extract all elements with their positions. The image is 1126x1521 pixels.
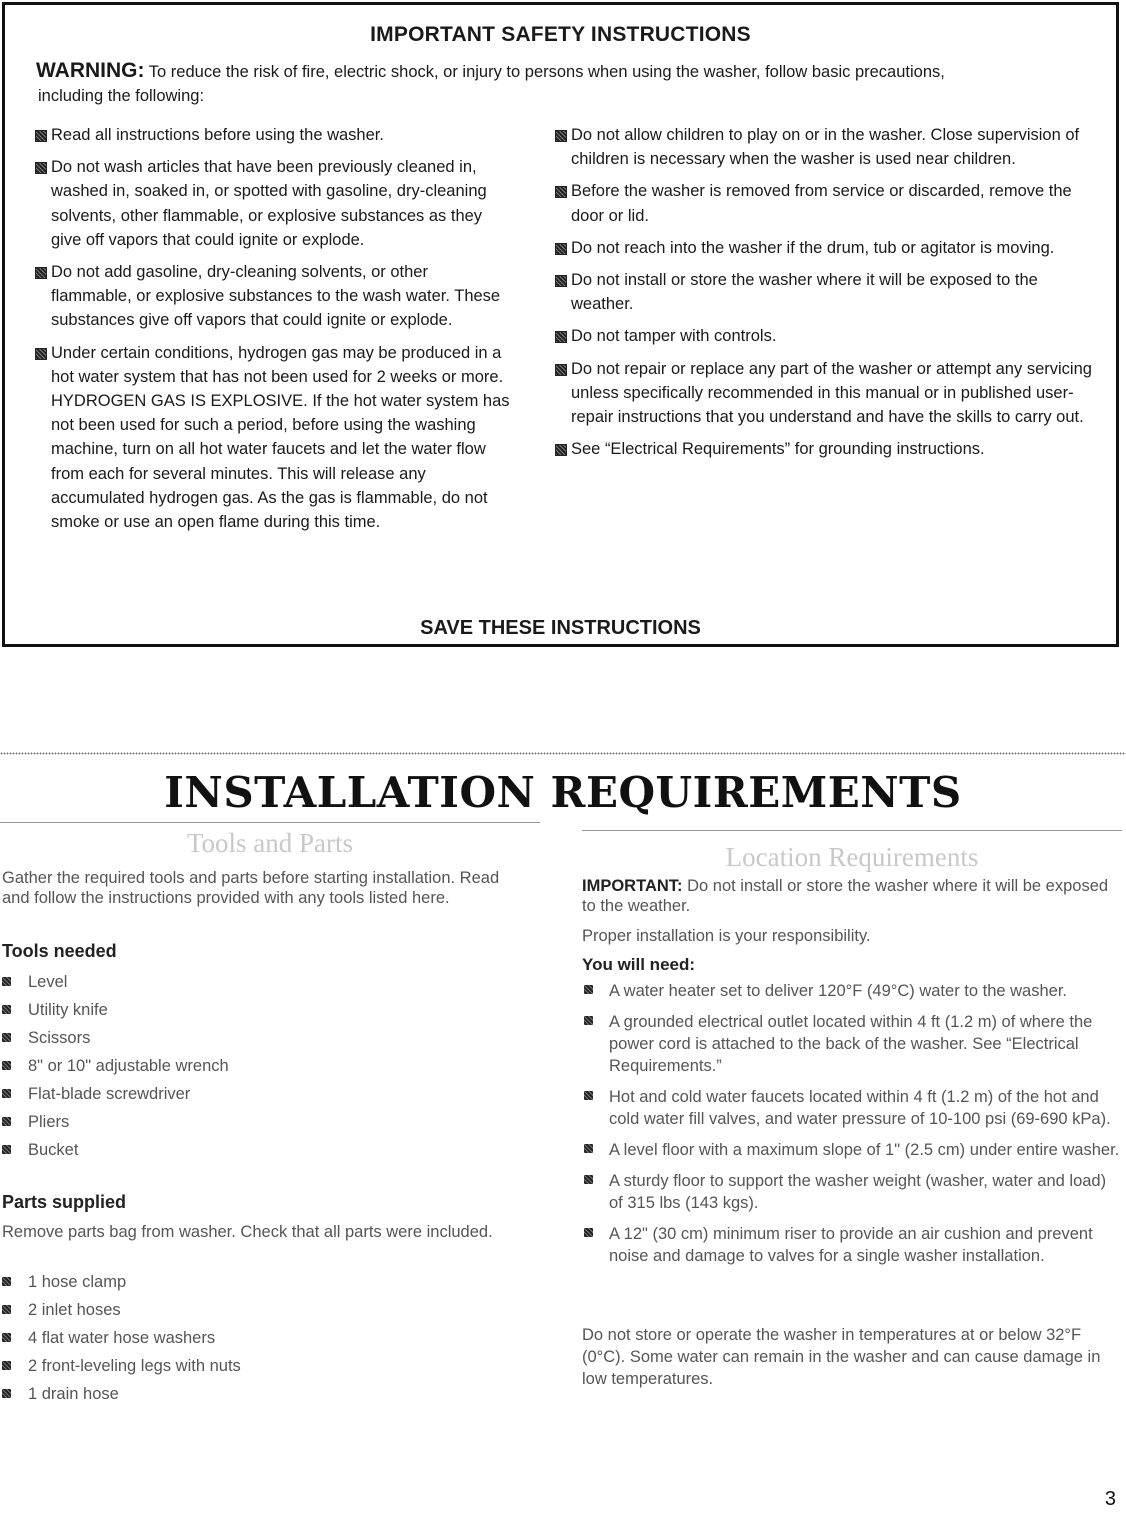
list-item: 2 front-leveling legs with nuts <box>0 1356 520 1384</box>
parts-intro: Remove parts bag from washer. Check that all parts were included. <box>2 1223 493 1241</box>
bullet-icon <box>2 1117 11 1126</box>
list-item: 4 flat water hose washers <box>0 1328 520 1356</box>
bullet-icon <box>555 364 567 376</box>
safety-item: Do not allow children to play on or in the washer. Close supervision of children is necessary when the washer is used near children. <box>553 123 1098 171</box>
list-item: Pliers <box>0 1112 520 1140</box>
safety-item: Do not add gasoline, dry-cleaning solvents, or other flammable, or explosive substances to the wash water. These substances give off vapors that could ignite or explode. <box>33 260 513 333</box>
safety-item: Before the washer is removed from service or discarded, remove the door or lid. <box>553 179 1098 227</box>
bullet-icon <box>2 1333 11 1342</box>
bullet-icon <box>555 243 567 255</box>
needs-list <box>582 980 1122 1276</box>
bullet-icon <box>2 1089 11 1098</box>
list-item: 2 inlet hoses <box>0 1300 520 1328</box>
tools-parts-heading: Tools and Parts <box>186 828 354 858</box>
left-rule <box>0 822 540 823</box>
bullet-icon <box>2 1277 11 1286</box>
list-item: A grounded electrical outlet located within 4 ft (1.2 m) of where the power cord is attached to the back of the washer. See “Electrical Requirements.” <box>582 1011 1122 1077</box>
location-heading: Location Requirements <box>725 842 979 872</box>
safety-item: Do not reach into the washer if the drum, tub or agitator is moving. <box>553 236 1098 260</box>
bullet-icon <box>2 977 11 986</box>
warning-paragraph <box>36 59 1096 108</box>
list-item: A level floor with a maximum slope of 1" (2.5 cm) under entire washer. <box>582 1139 1122 1161</box>
list-item: Bucket <box>0 1140 520 1168</box>
list-item: 1 hose clamp <box>0 1272 520 1300</box>
safety-right-column <box>553 123 1098 469</box>
warning-text-cont: including the following: <box>38 87 205 105</box>
safety-title: IMPORTANT SAFETY INSTRUCTIONS <box>370 23 751 46</box>
section-divider <box>0 752 1126 755</box>
tools-intro: Gather the required tools and parts before starting installation. Read and follow the instructions provided with any tools listed here. <box>2 869 500 907</box>
bullet-icon <box>35 348 47 360</box>
bullet-icon <box>584 1016 593 1025</box>
list-item: 1 drain hose <box>0 1384 520 1412</box>
bullet-icon <box>2 1389 11 1398</box>
right-rule <box>582 830 1122 831</box>
warning-text: To reduce the risk of fire, electric shock, or injury to persons when using the washer, follow basic precautions, <box>148 63 945 81</box>
page-title: INSTALLATION REQUIREMENTS <box>164 768 962 817</box>
bullet-icon <box>35 130 47 142</box>
safety-item: Under certain conditions, hydrogen gas may be produced in a hot water system that has not been used for 2 weeks or more. HYDROGEN GAS IS EXPLOSIVE. If the hot water system has not been used for such a period, before using the washing machine, turn on all hot water faucets and let the water flow from each for several minutes. This will release any accumulated hydrogen gas. As the gas is flammable, do not smoke or use an open flame during this time. <box>33 341 513 535</box>
bullet-icon <box>2 1361 11 1370</box>
list-item: Flat-blade screwdriver <box>0 1084 520 1112</box>
closing-note: Do not store or operate the washer in temperatures at or below 32°F (0°C). Some water can remain in the washer and can cause damage in low temperatures. <box>582 1326 1101 1388</box>
bullet-icon <box>584 1175 593 1184</box>
tools-needed-heading: Tools needed <box>2 941 117 961</box>
bullet-icon <box>2 1305 11 1314</box>
bullet-icon <box>555 331 567 343</box>
safety-item: Do not repair or replace any part of the washer or attempt any servicing unless specifically recommended in this manual or in published user-repair instructions that you understand and have the skills to carry out. <box>553 357 1098 430</box>
list-item: 8" or 10" adjustable wrench <box>0 1056 520 1084</box>
tools-list <box>0 972 520 1168</box>
bullet-icon <box>584 985 593 994</box>
bullet-icon <box>2 1033 11 1042</box>
parts-supplied-heading: Parts supplied <box>2 1192 127 1212</box>
bullet-icon <box>2 1061 11 1070</box>
page-number: 3 <box>1104 1488 1116 1510</box>
safety-item: See “Electrical Requirements” for grounding instructions. <box>553 437 1098 461</box>
parts-list <box>0 1272 520 1412</box>
list-item: Level <box>0 972 520 1000</box>
bullet-icon <box>555 275 567 287</box>
list-item: Hot and cold water faucets located within 4 ft (1.2 m) of the hot and cold water fill valves, and water pressure of 10-100 psi (69-690 kPa). <box>582 1086 1122 1130</box>
bullet-icon <box>555 130 567 142</box>
bullet-icon <box>2 1145 11 1154</box>
bullet-icon <box>584 1144 593 1153</box>
bullet-icon <box>35 267 47 279</box>
save-instructions-title: SAVE THESE INSTRUCTIONS <box>420 617 701 639</box>
important-label: IMPORTANT: <box>582 877 683 895</box>
responsibility-text: Proper installation is your responsibility. <box>582 927 871 945</box>
you-will-need-heading: You will need: <box>582 955 696 974</box>
important-note <box>582 876 1117 916</box>
important-text: Do not install or store the washer where it will be exposed to the weather. <box>582 877 1109 915</box>
bullet-icon <box>2 1005 11 1014</box>
safety-item: Do not tamper with controls. <box>553 324 1098 348</box>
safety-left-column <box>33 123 513 542</box>
bullet-icon <box>584 1091 593 1100</box>
safety-item: Do not wash articles that have been previously cleaned in, washed in, soaked in, or spotted with gasoline, dry-cleaning solvents, other flammable, or explosive substances as they give off vapors that could ignite or explode. <box>33 155 513 252</box>
safety-item: Do not install or store the washer where it will be exposed to the weather. <box>553 268 1098 316</box>
bullet-icon <box>555 444 567 456</box>
list-item: Utility knife <box>0 1000 520 1028</box>
bullet-icon <box>555 186 567 198</box>
warning-label: WARNING: <box>36 59 145 82</box>
list-item: A water heater set to deliver 120°F (49°C) water to the washer. <box>582 980 1122 1002</box>
list-item: A sturdy floor to support the washer weight (washer, water and load) of 315 lbs (143 kgs). <box>582 1170 1122 1214</box>
list-item: A 12" (30 cm) minimum riser to provide an air cushion and prevent noise and damage to valves for a single washer installation. <box>582 1223 1122 1267</box>
safety-box <box>2 2 1119 647</box>
bullet-icon <box>35 162 47 174</box>
bullet-icon <box>584 1228 593 1237</box>
safety-item: Read all instructions before using the washer. <box>33 123 513 147</box>
list-item: Scissors <box>0 1028 520 1056</box>
